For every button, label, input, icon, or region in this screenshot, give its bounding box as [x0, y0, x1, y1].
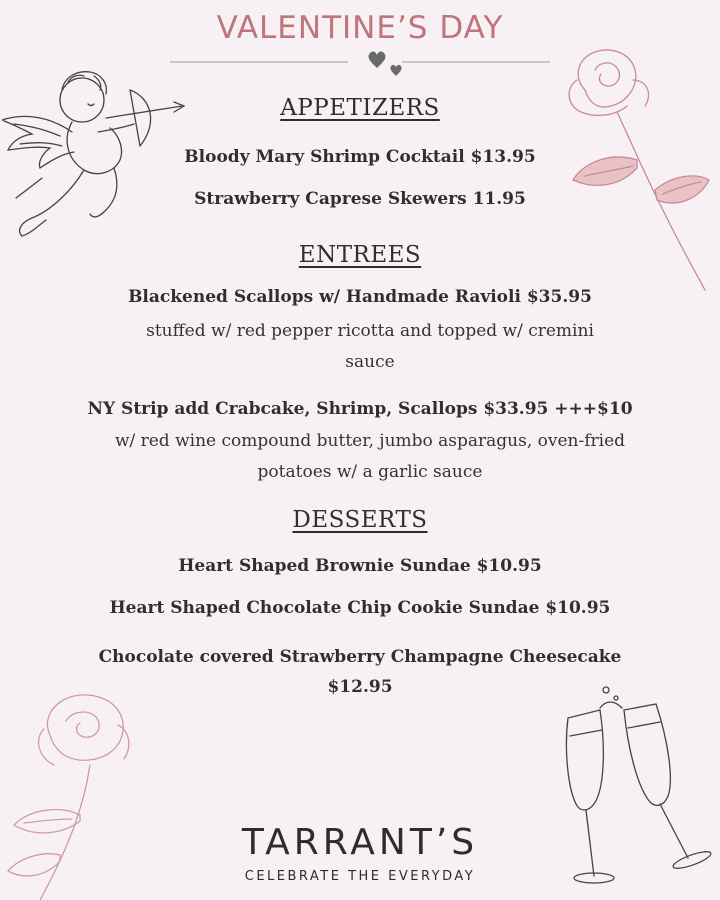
brand-tagline: CELEBRATE THE EVERYDAY [244, 869, 476, 884]
menu-item-description: w/ red wine compound butter, jumbo asparagus, oven-fried [114, 431, 626, 451]
heart-icon [390, 65, 401, 76]
page-title: VALENTINE’S DAY [216, 10, 504, 46]
menu-item: Chocolate covered Strawberry Champagne Cheesecake [98, 647, 622, 667]
title-divider [170, 48, 550, 78]
menu-item-price: $12.95 [327, 677, 393, 697]
menu-item-description: sauce [345, 352, 395, 372]
brand-logo: TARRANT’S [241, 822, 479, 863]
menu-item: Strawberry Caprese Skewers 11.95 [194, 189, 526, 209]
menu-item-description: potatoes w/ a garlic sauce [257, 462, 483, 482]
menu-item: NY Strip add Crabcake, Shrimp, Scallops $33.95 +++$10 [87, 399, 633, 419]
menu-item: Bloody Mary Shrimp Cocktail $13.95 [184, 147, 536, 167]
menu-item-description: stuffed w/ red pepper ricotta and topped w/ cremini [146, 321, 594, 341]
section-heading-entrees: ENTREES [298, 242, 422, 268]
section-heading-appetizers: APPETIZERS [280, 95, 440, 121]
heart-icon [369, 52, 386, 68]
menu-item: Heart Shaped Chocolate Chip Cookie Sundae $10.95 [109, 598, 611, 618]
section-heading-desserts: DESSERTS [292, 507, 428, 533]
menu-item: Blackened Scallops w/ Handmade Ravioli $35.95 [128, 287, 592, 307]
rose-icon [0, 685, 170, 900]
menu-item: Heart Shaped Brownie Sundae $10.95 [178, 556, 542, 576]
